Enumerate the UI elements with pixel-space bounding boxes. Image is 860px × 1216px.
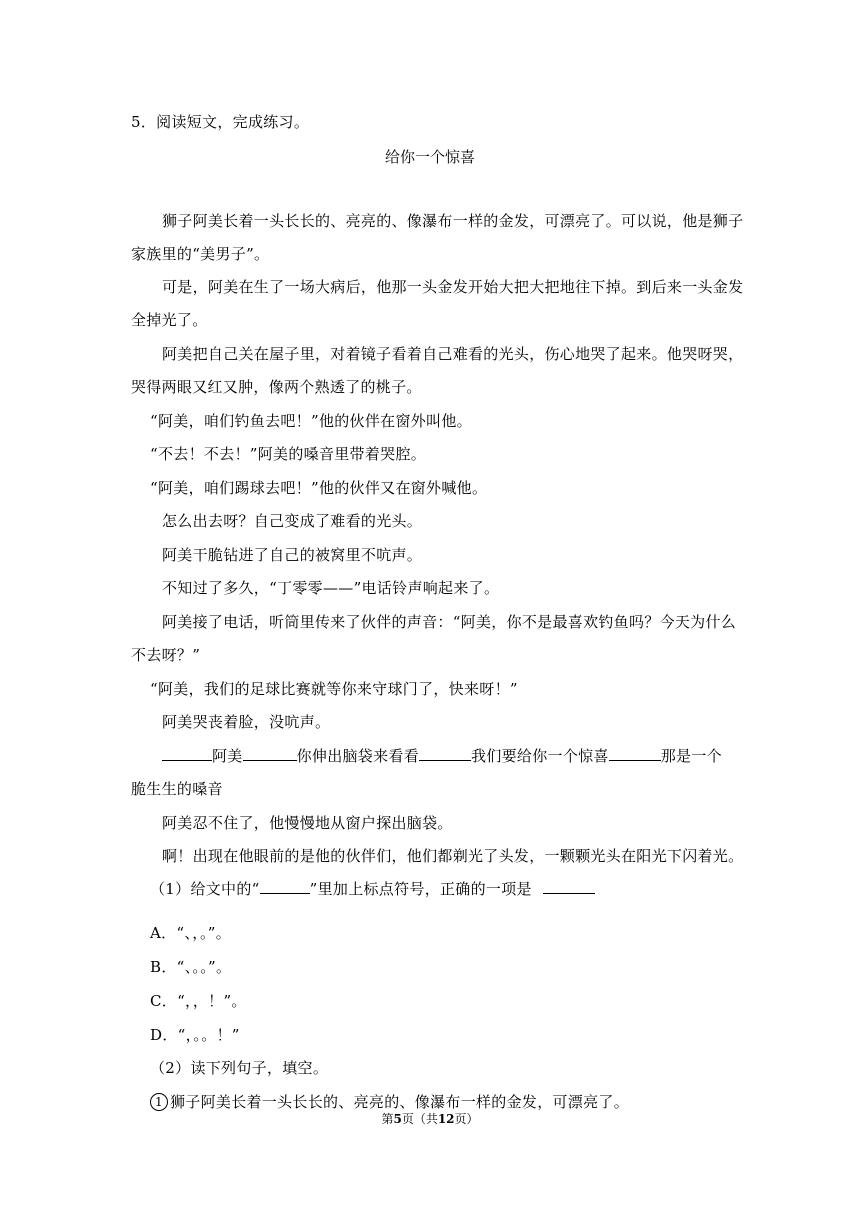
paragraph-4: “阿美，咱们钓鱼去吧！”他的伙伴在窗外叫他。 xyxy=(150,412,472,430)
option-c[interactable]: C．“，，！”。 xyxy=(150,992,247,1010)
fill-blank-3[interactable] xyxy=(419,746,471,761)
question-heading: 5．阅读短文，完成练习。 xyxy=(131,113,310,131)
fill-blank-1[interactable] xyxy=(162,746,212,761)
paragraph-14: 阿美忍不住了，他慢慢地从窗户探出脑袋。 xyxy=(162,814,453,832)
footer-total-pages: 12 xyxy=(437,1112,455,1126)
paragraph-1-line-1: 狮子阿美长着一头长长的、亮亮的、像瀑布一样的金发，可漂亮了。可以说，他是狮子 xyxy=(162,212,744,230)
fill-blank-2[interactable] xyxy=(243,746,297,761)
circled-number-1: 1 xyxy=(150,1093,168,1111)
paragraph-15: 啊！出现在他眼前的是他的伙伴们，他们都剃光了头发，一颗颗光头在阳光下闪着光。 xyxy=(162,847,744,865)
footer-prefix: 第 xyxy=(381,1112,394,1126)
paragraph-10-line-2: 不去呀？” xyxy=(131,646,201,664)
question-1-prefix: （1）给文中的“ xyxy=(150,880,260,898)
p13-segment-4: 那是一个 xyxy=(660,747,722,765)
question-2-item-1 xyxy=(150,1092,629,1112)
option-a[interactable]: A．“、，。”。 xyxy=(150,924,232,942)
question-1-inline-blank xyxy=(260,879,310,894)
paragraph-6: “阿美，咱们踢球去吧！”他的伙伴又在窗外喊他。 xyxy=(150,479,488,497)
paragraph-2-line-2: 全掉光了。 xyxy=(131,311,208,329)
page-footer xyxy=(0,1111,860,1127)
p13-segment-3: 我们要给你一个惊喜 xyxy=(471,747,609,765)
paragraph-2-line-1: 可是，阿美在生了一场大病后，他那一头金发开始大把大把地往下掉。到后来一头金发 xyxy=(162,278,744,296)
paragraph-3-line-1: 阿美把自己关在屋子里，对着镜子看着自己难看的光头，伤心地哭了起来。他哭呀哭， xyxy=(162,345,744,363)
paragraph-3-line-2: 哭得两眼又红又肿，像两个熟透了的桃子。 xyxy=(131,378,422,396)
footer-middle: 页（共 xyxy=(401,1112,438,1126)
footer-page-number: 5 xyxy=(393,1112,402,1126)
paragraph-5: “不去！不去！”阿美的嗓音里带着哭腔。 xyxy=(150,445,427,463)
question-2-item-1-text: 狮子阿美长着一头长长的、亮亮的、像瀑布一样的金发，可漂亮了。 xyxy=(170,1093,630,1111)
paragraph-12: 阿美哭丧着脸，没吭声。 xyxy=(162,713,331,731)
footer-suffix: 页） xyxy=(454,1112,479,1126)
p13-segment-1: 阿美 xyxy=(212,747,243,765)
paragraph-9: 不知过了多久，“丁零零——”电话铃声响起来了。 xyxy=(162,579,500,597)
question-1-answer-blank[interactable] xyxy=(543,879,595,894)
paragraph-13-line-1 xyxy=(162,746,722,766)
question-1-suffix: ”里加上标点符号，正确的一项是 xyxy=(309,880,532,898)
paragraph-7: 怎么出去呀？自己变成了难看的光头。 xyxy=(162,512,423,530)
option-b[interactable]: B．“、。。”。 xyxy=(150,958,232,976)
paragraph-8: 阿美干脆钻进了自己的被窝里不吭声。 xyxy=(162,546,423,564)
option-d[interactable]: D．“，。。！” xyxy=(150,1026,240,1044)
fill-blank-4[interactable] xyxy=(609,746,661,761)
question-1 xyxy=(150,879,595,899)
paragraph-13-line-2: 脆生生的嗓音 xyxy=(131,780,223,798)
p13-segment-2: 你伸出脑袋来看看 xyxy=(296,747,420,765)
paragraph-11: “阿美，我们的足球比赛就等你来守球门了，快来呀！” xyxy=(150,680,518,698)
paragraph-1-line-2: 家族里的“美男子”。 xyxy=(131,245,270,263)
story-title: 给你一个惊喜 xyxy=(384,148,475,166)
paragraph-10-line-1: 阿美接了电话，听筒里传来了伙伴的声音：“阿美，你不是最喜欢钓鱼吗？今天为什么 xyxy=(162,613,737,631)
question-2: （2）读下列句子，填空。 xyxy=(150,1059,329,1077)
